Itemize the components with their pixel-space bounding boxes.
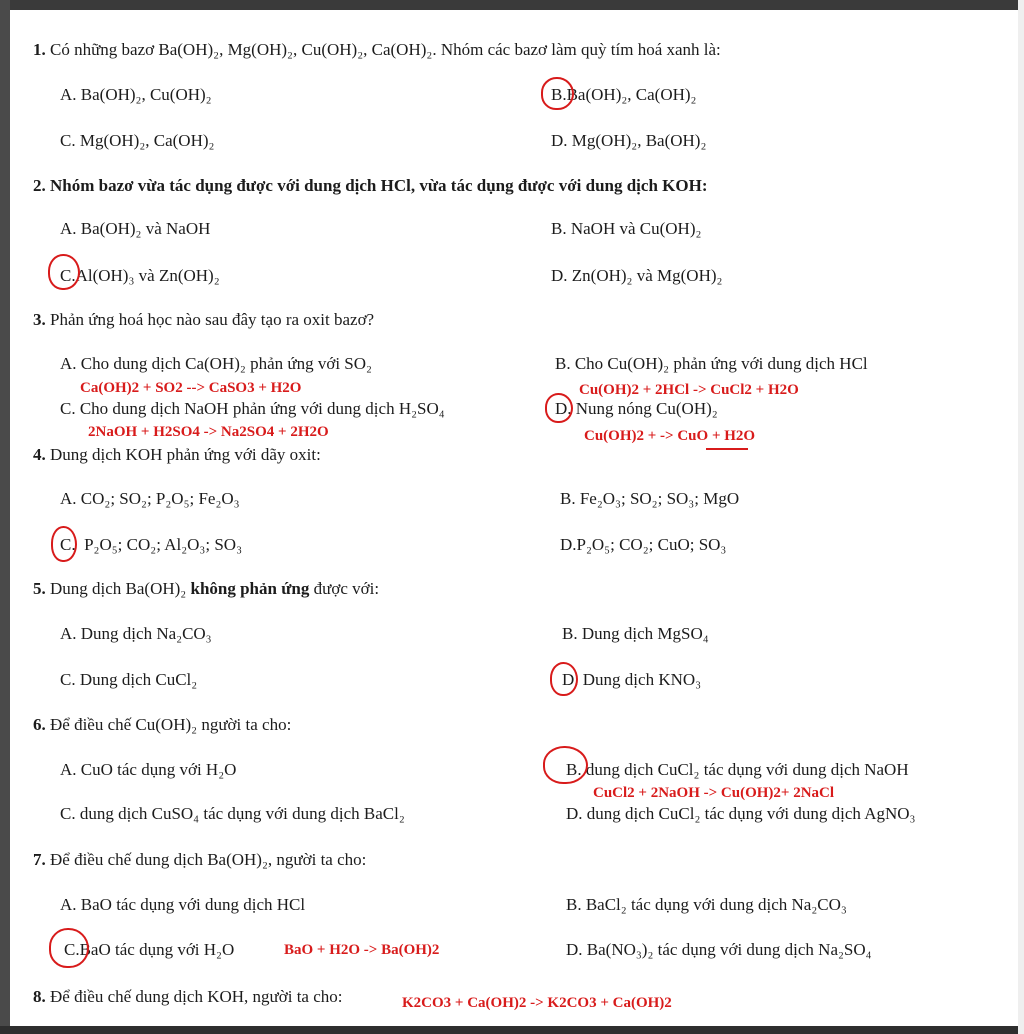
q2-option-c xyxy=(60,266,220,286)
q1-option-b-text: Ba(OH)₂, Ca(OH)₂ xyxy=(566,85,697,104)
q5-option-d-letter: D. xyxy=(562,670,579,689)
q2-option-c-text: Al(OH)₃ và Zn(OH)₂ xyxy=(75,266,220,285)
q5-option-d-text: Dung dịch KNO₃ xyxy=(582,670,702,689)
question-4-number: 4. xyxy=(33,445,46,464)
question-8 xyxy=(33,987,343,1007)
question-7 xyxy=(33,850,366,870)
q4-option-c xyxy=(60,535,242,555)
question-5-text-pre: Dung dịch Ba(OH)₂ xyxy=(50,579,191,598)
q3-option-a: A. Cho dung dịch Ca(OH)₂ phản ứng với SO₂ xyxy=(60,354,372,373)
frame-right-edge xyxy=(1018,0,1024,1034)
q3-answer-d-equation xyxy=(584,427,755,445)
q3-answer-d-product: CuO xyxy=(677,428,709,444)
q2-option-c-letter: C. xyxy=(60,266,76,285)
q2-option-d: D. Zn(OH)₂ và Mg(OH)₂ xyxy=(551,266,723,285)
q6-option-a: A. CuO tác dụng với H₂O xyxy=(60,760,237,779)
question-8-text: Để điều chế dung dịch KOH, người ta cho: xyxy=(50,987,343,1006)
q6-option-b-text: dung dịch CuCl₂ tác dụng với dung dịch NaOH xyxy=(585,760,909,779)
q2-option-a: A. Ba(OH)₂ và NaOH xyxy=(60,219,211,238)
question-5-text-post: được với: xyxy=(309,579,380,598)
question-4-text: Dung dịch KOH phản ứng với dãy oxit: xyxy=(50,445,321,464)
question-3-number: 3. xyxy=(33,310,46,329)
question-1-text: Có những bazơ Ba(OH)₂, Mg(OH)₂, Cu(OH)₂, Ca(OH)₂. Nhóm các bazơ làm quỳ tím hoá xanh là: xyxy=(50,40,721,59)
question-1-number: 1. xyxy=(33,40,46,59)
question-6-number: 6. xyxy=(33,715,46,734)
question-6-text: Để điều chế Cu(OH)₂ người ta cho: xyxy=(50,715,292,734)
q2-option-b: B. NaOH và Cu(OH)₂ xyxy=(551,219,702,238)
q4-option-c-text: P₂O₅; CO₂; Al₂O₃; SO₃ xyxy=(84,535,242,554)
question-5-text-bold: không phản ứng xyxy=(190,579,310,598)
q3-answer-d-pre: Cu(OH)2 + -> xyxy=(584,428,678,444)
q7-option-b: B. BaCl₂ tác dụng với dung dịch Na₂CO₃ xyxy=(566,895,847,914)
q6-option-b-letter: B. xyxy=(566,760,582,779)
q3-answer-a-equation: Ca(OH)2 + SO2 --> CaSO3 + H2O xyxy=(80,380,302,396)
q4-option-c-letter: C. xyxy=(60,535,76,554)
q6-option-b xyxy=(566,760,909,780)
q3-option-d-letter: D. xyxy=(555,399,572,418)
q4-option-b: B. Fe₂O₃; SO₂; SO₃; MgO xyxy=(560,489,740,508)
q5-option-d xyxy=(562,670,701,690)
q3-option-d-text: Nung nóng Cu(OH)₂ xyxy=(575,399,718,418)
q7-option-c-letter: C. xyxy=(64,940,80,959)
q3-answer-d-post: + H2O xyxy=(708,428,756,444)
q3-option-c: C. Cho dung dịch NaOH phản ứng với dung dịch H₂SO₄ xyxy=(60,399,445,418)
question-6 xyxy=(33,715,291,735)
question-2-text: Nhóm bazơ vừa tác dụng được với dung dịch HCl, vừa tác dụng được với dung dịch KOH: xyxy=(50,176,708,195)
q7-option-a: A. BaO tác dụng với dung dịch HCl xyxy=(60,895,306,914)
question-1 xyxy=(33,40,721,60)
q3-cuo-underline xyxy=(706,448,748,450)
q1-option-c: C. Mg(OH)₂, Ca(OH)₂ xyxy=(60,131,215,150)
question-3 xyxy=(33,310,374,330)
question-2-number: 2. xyxy=(33,176,46,195)
q8-answer-equation: K2CO3 + Ca(OH)2 -> K2CO3 + Ca(OH)2 xyxy=(402,995,672,1011)
question-5 xyxy=(33,579,379,599)
frame-left-border xyxy=(0,0,10,1034)
q1-option-b xyxy=(551,85,696,105)
q7-answer-c-equation: BaO + H2O -> Ba(OH)2 xyxy=(284,942,440,958)
q3-answer-b-equation: Cu(OH)2 + 2HCl -> CuCl2 + H2O xyxy=(579,382,799,398)
q5-option-b: B. Dung dịch MgSO₄ xyxy=(562,624,709,643)
q1-option-d: D. Mg(OH)₂, Ba(OH)₂ xyxy=(551,131,707,150)
question-4 xyxy=(33,445,321,465)
q4-option-d: D.P₂O₅; CO₂; CuO; SO₃ xyxy=(560,535,727,554)
q5-option-c: C. Dung dịch CuCl₂ xyxy=(60,670,198,689)
frame-bottom-border xyxy=(0,1026,1024,1034)
q1-option-b-letter: B. xyxy=(551,85,567,104)
question-7-text: Để điều chế dung dịch Ba(OH)₂, người ta cho: xyxy=(50,850,367,869)
q3-option-b: B. Cho Cu(OH)₂ phản ứng với dung dịch HCl xyxy=(555,354,868,373)
q6-option-c: C. dung dịch CuSO₄ tác dụng với dung dịch BaCl₂ xyxy=(60,804,405,823)
frame-top-border xyxy=(0,0,1024,10)
q3-option-d xyxy=(555,399,718,419)
q7-option-c xyxy=(64,940,234,960)
q1-option-a: A. Ba(OH)₂, Cu(OH)₂ xyxy=(60,85,212,104)
question-8-number: 8. xyxy=(33,987,46,1006)
q7-option-d: D. Ba(NO₃)₂ tác dụng với dung dịch Na₂SO₄ xyxy=(566,940,872,959)
q4-option-a: A. CO₂; SO₂; P₂O₅; Fe₂O₃ xyxy=(60,489,240,508)
q7-option-c-text: BaO tác dụng với H₂O xyxy=(79,940,235,959)
question-3-text: Phản ứng hoá học nào sau đây tạo ra oxit bazơ? xyxy=(50,310,375,329)
q5-option-a: A. Dung dịch Na₂CO₃ xyxy=(60,624,212,643)
question-2 xyxy=(33,176,708,196)
q3-answer-c-equation: 2NaOH + H2SO4 -> Na2SO4 + 2H2O xyxy=(88,424,329,440)
question-5-number: 5. xyxy=(33,579,46,598)
question-7-number: 7. xyxy=(33,850,46,869)
q6-answer-b-equation: CuCl2 + 2NaOH -> Cu(OH)2+ 2NaCl xyxy=(593,785,835,801)
q6-option-d: D. dung dịch CuCl₂ tác dụng với dung dịch AgNO₃ xyxy=(566,804,916,823)
